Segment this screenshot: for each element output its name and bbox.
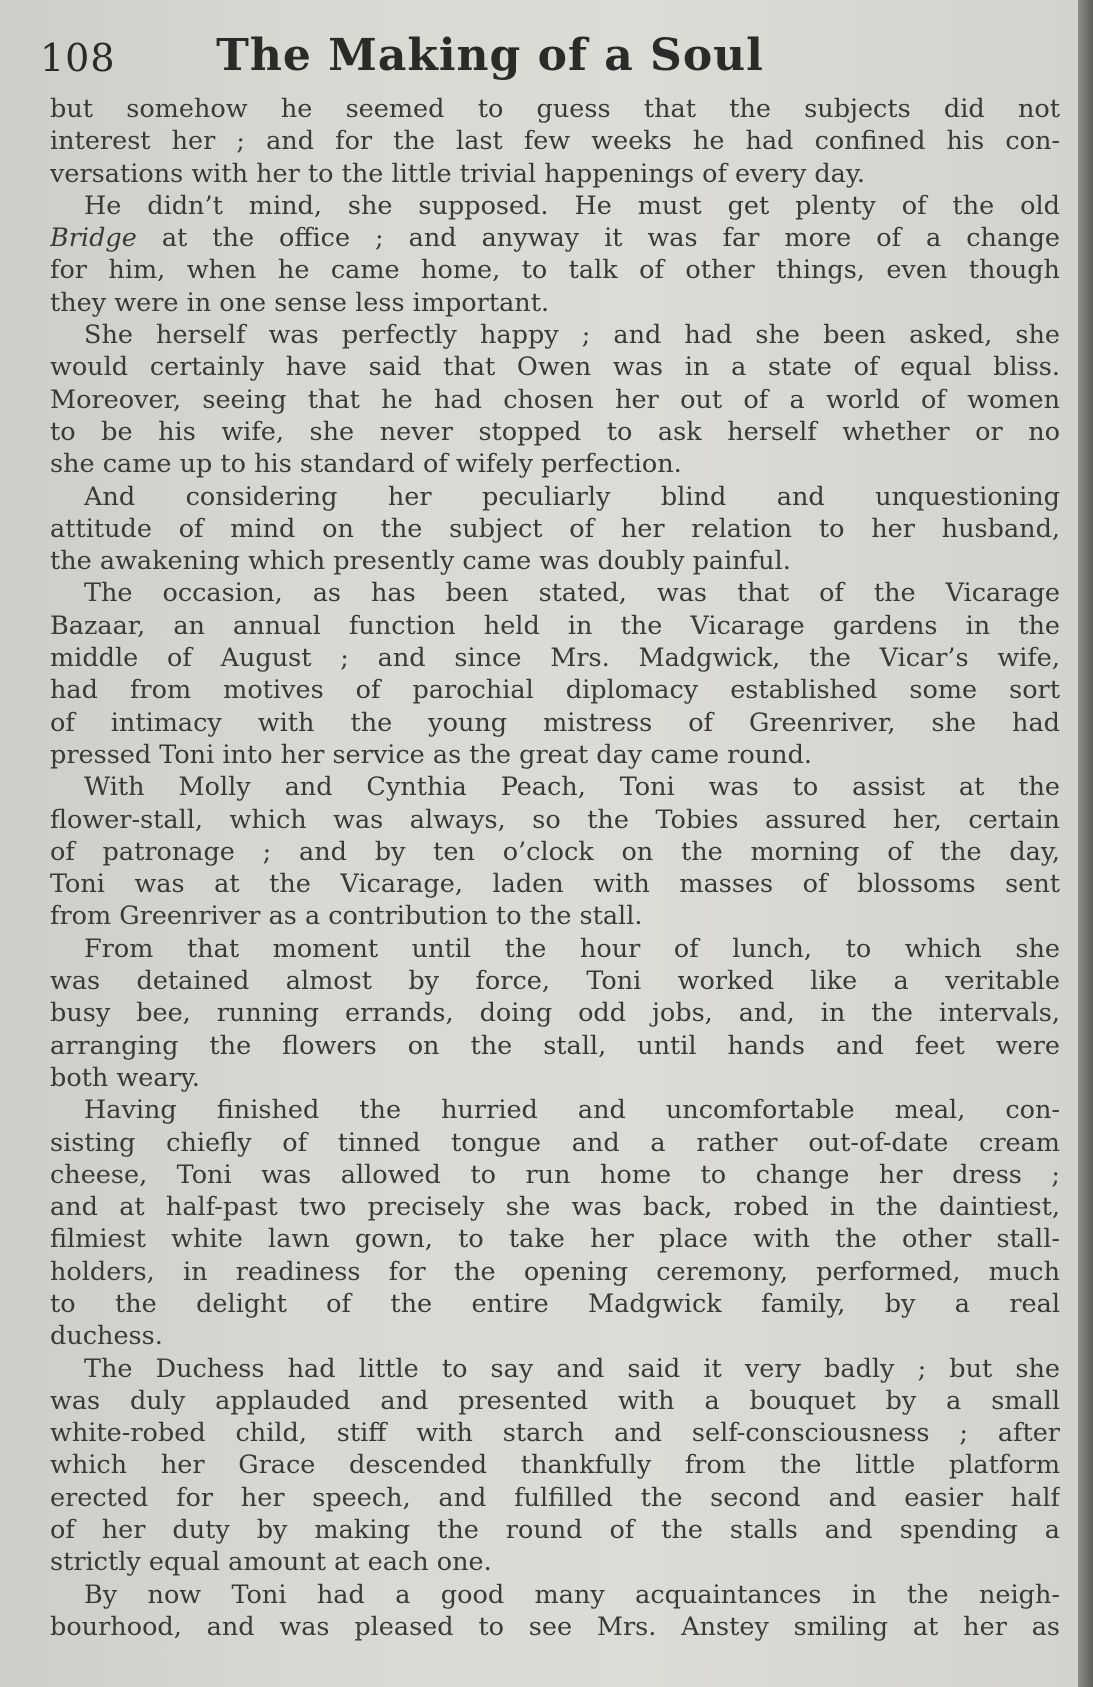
text-line: would certainly have said that Owen was in a state of equal bliss.: [50, 352, 1060, 383]
text-line: was detained almost by force, Toni worked like a veritable: [50, 966, 1060, 997]
text-line: from Greenriver as a contribution to the stall.: [50, 901, 643, 932]
text-line: was duly applauded and presented with a bouquet by a small: [50, 1385, 1060, 1416]
text-line: Toni was at the Vicarage, laden with masses of blossoms sent: [50, 869, 1060, 900]
text-line: pressed Toni into her service as the great day came round.: [50, 739, 812, 770]
line-rest: at the office ; and anyway it was far more of a change: [136, 223, 1060, 254]
page-header: [40, 30, 1050, 90]
text-line: they were in one sense less important.: [50, 287, 550, 318]
text-line: Bazaar, an annual function held in the Vicarage gardens in the: [50, 610, 1060, 641]
body-text: [50, 93, 1060, 1643]
text-line: Having finished the hurried and uncomfortable meal, con-: [84, 1095, 1060, 1126]
text-line: flower-stall, which was always, so the Tobies assured her, certain: [50, 804, 1060, 835]
text-line: cheese, Toni was allowed to run home to change her dress ;: [50, 1159, 1060, 1190]
text-line: busy bee, running errands, doing odd jobs, and, in the intervals,: [50, 998, 1060, 1029]
text-line: she came up to his standard of wifely perfection.: [50, 449, 682, 480]
text-line: which her Grace descended thankfully from the little platform: [50, 1450, 1060, 1481]
text-line: filmiest white lawn gown, to take her place with the other stall-: [50, 1224, 1060, 1255]
text-line: attitude of mind on the subject of her relation to her husband,: [50, 513, 1060, 544]
page-edge-shadow: [1078, 0, 1093, 1687]
text-line: Moreover, seeing that he had chosen her out of a world of women: [50, 384, 1060, 415]
text-line: erected for her speech, and fulfilled the second and easier half: [50, 1482, 1060, 1513]
text-line: And considering her peculiarly blind and unquestioning: [84, 481, 1060, 512]
text-line: to be his wife, she never stopped to ask herself whether or no: [50, 416, 1060, 447]
text-line: of her duty by making the round of the stalls and spending a: [50, 1515, 1060, 1546]
text-line: He didn’t mind, she supposed. He must get plenty of the old: [84, 190, 1060, 221]
text-line: sisting chiefly of tinned tongue and a rather out-of-date cream: [50, 1127, 1060, 1158]
running-title: The Making of a Soul: [216, 30, 764, 81]
text-line: white-robed child, stiff with starch and self-consciousness ; after: [50, 1418, 1060, 1449]
text-line: holders, in readiness for the opening ceremony, performed, much: [50, 1256, 1060, 1287]
text-line: The Duchess had little to say and said it very badly ; but she: [84, 1353, 1060, 1384]
page-number: 108: [40, 36, 116, 80]
text-line: middle of August ; and since Mrs. Madgwick, the Vicar’s wife,: [50, 643, 1060, 674]
italic-word: Bridge: [50, 223, 137, 254]
text-line: By now Toni had a good many acquaintances in the neigh-: [84, 1579, 1060, 1610]
text-line: [50, 222, 1060, 254]
text-line: had from motives of parochial diplomacy established some sort: [50, 675, 1060, 706]
text-line: versations with her to the little trivial happenings of every day.: [50, 158, 865, 189]
text-line: of patronage ; and by ten o’clock on the morning of the day,: [50, 836, 1060, 867]
text-line: but somehow he seemed to guess that the subjects did not: [50, 94, 1060, 124]
text-line: strictly equal amount at each one.: [50, 1547, 492, 1578]
text-line: both weary.: [50, 1062, 200, 1093]
text-line: She herself was perfectly happy ; and had she been asked, she: [84, 320, 1060, 351]
text-line: and at half-past two precisely she was back, robed in the daintiest,: [50, 1192, 1060, 1223]
text-line: to the delight of the entire Madgwick family, by a real: [50, 1288, 1060, 1319]
text-line: With Molly and Cynthia Peach, Toni was to assist at the: [84, 772, 1060, 803]
text-line: for him, when he came home, to talk of other things, even though: [50, 255, 1060, 286]
text-line: The occasion, as has been stated, was that of the Vicarage: [84, 578, 1060, 609]
text-line: interest her ; and for the last few weeks he had confined his con-: [50, 126, 1060, 157]
text-line: From that moment until the hour of lunch, to which she: [84, 933, 1060, 964]
text-line: duchess.: [50, 1321, 163, 1352]
text-line: bourhood, and was pleased to see Mrs. Anstey smiling at her as: [50, 1611, 1060, 1642]
text-line: arranging the flowers on the stall, until hands and feet were: [50, 1030, 1060, 1061]
text-line: of intimacy with the young mistress of Greenriver, she had: [50, 707, 1060, 738]
text-line: the awakening which presently came was doubly painful.: [50, 546, 791, 577]
